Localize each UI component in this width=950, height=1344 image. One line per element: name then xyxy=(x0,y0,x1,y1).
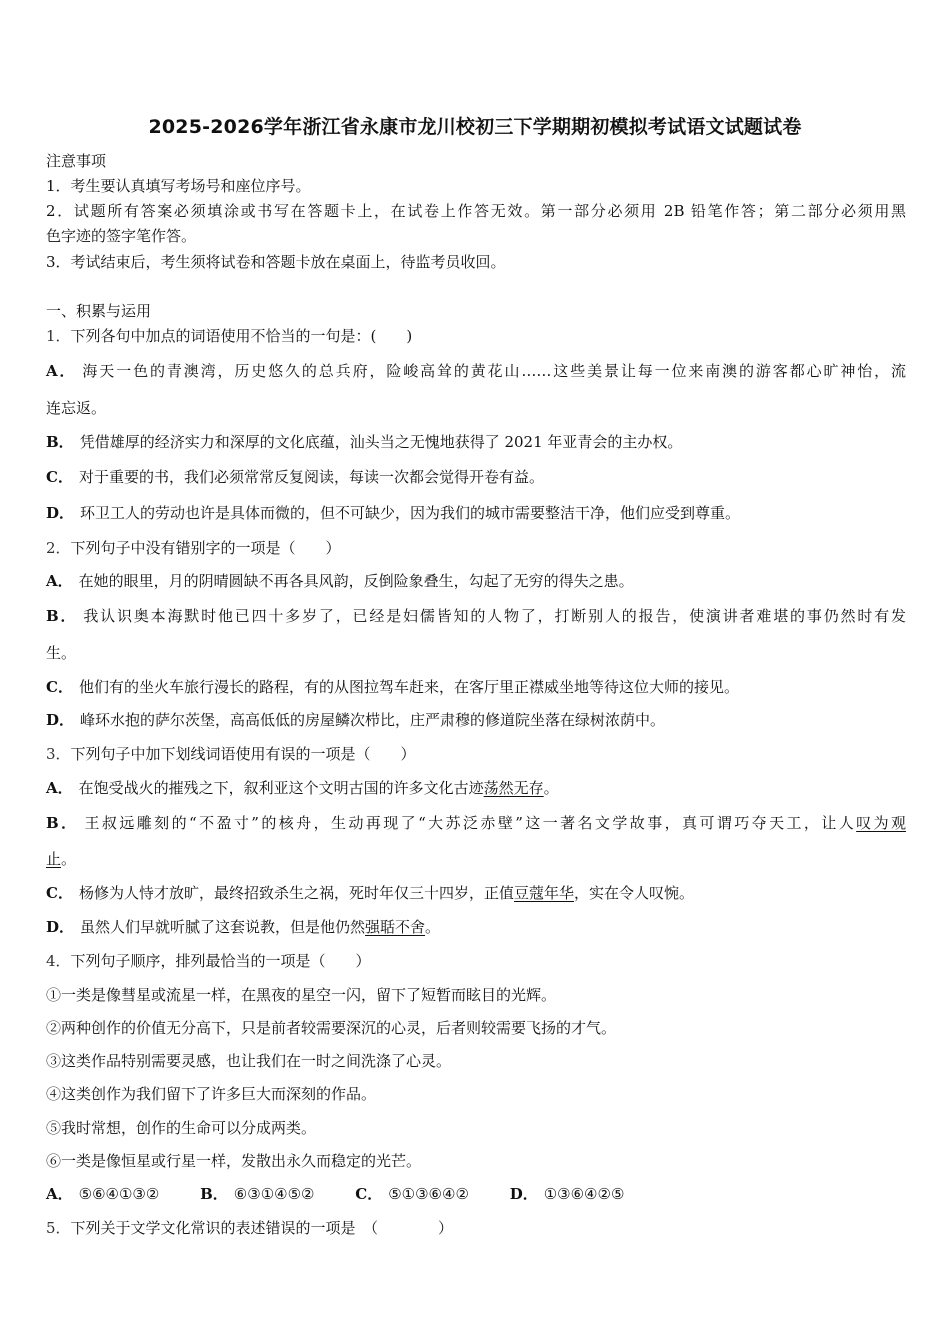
option-label: D． xyxy=(46,711,75,729)
option-text: 他们有的坐火车旅行漫长的路程，有的从图拉驾车赶来，在客厅里正襟威坐地等待这位大师的接见。 xyxy=(78,678,739,696)
option-label: A． xyxy=(46,779,73,797)
option-label: C． xyxy=(46,468,73,486)
option-label: D． xyxy=(46,504,75,522)
question-text: 下列句子中没有错别字的一项是（ ） xyxy=(70,539,341,557)
option-label: B． xyxy=(46,607,78,625)
option-text: ⑤①③⑥④② xyxy=(388,1185,469,1203)
option-text: 虽然人们早就听腻了这套说教，但是他仍然 xyxy=(80,918,366,936)
notice-heading: 注意事项 xyxy=(46,152,107,170)
q4-option-a xyxy=(46,1184,159,1204)
option-label: A． xyxy=(46,572,73,590)
option-label: B． xyxy=(46,433,74,451)
option-label: C． xyxy=(46,884,73,902)
option-text: ⑤⑥④①③② xyxy=(78,1185,160,1203)
question-3-stem xyxy=(46,744,416,764)
question-number: 4． xyxy=(46,952,71,970)
question-text: 下列句子顺序，排列最恰当的一项是（ ） xyxy=(70,952,371,970)
q1-option-a-cont: 连忘返。 xyxy=(46,399,107,417)
q2-option-d xyxy=(46,710,665,730)
option-text: 在饱受战火的摧残之下，叙利亚这个文明古国的许多文化古迹 xyxy=(78,779,484,797)
option-text-tail: 。 xyxy=(425,918,441,936)
q4-option-b xyxy=(200,1184,314,1204)
option-label: A． xyxy=(46,362,77,380)
notice-item-3: 3．考试结束后，考生须将试卷和答题卡放在桌面上，待监考员收回。 xyxy=(46,253,506,271)
question-number: 1． xyxy=(46,327,71,345)
option-label: D． xyxy=(46,918,75,936)
q2-option-a xyxy=(46,571,634,591)
q4-sentence-4: ④这类创作为我们留下了许多巨大而深刻的作品。 xyxy=(46,1085,377,1103)
option-text: 环卫工人的劳动也许是具体而微的，但不可缺少，因为我们的城市需要整洁干净，他们应受到尊重。 xyxy=(80,504,741,522)
underlined-phrase: 豆蔻年华 xyxy=(513,884,574,902)
question-text: 下列句子中加下划线词语使用有误的一项是（ ） xyxy=(70,745,416,763)
option-label: A． xyxy=(46,1185,73,1203)
q2-option-b-cont: 生。 xyxy=(46,644,77,662)
question-number: 2． xyxy=(46,539,71,557)
question-text: 下列关于文学文化常识的表述错误的一项是 （ ） xyxy=(70,1219,454,1237)
underlined-phrase: 荡然无存 xyxy=(483,779,544,797)
question-4-stem xyxy=(46,951,371,971)
question-5-stem xyxy=(46,1218,453,1238)
question-2-stem xyxy=(46,538,341,558)
q4-sentence-1: ①一类是像彗星或流星一样，在黑夜的星空一闪，留下了短暂而眩目的光辉。 xyxy=(46,986,557,1004)
option-label: D． xyxy=(509,1185,538,1203)
question-1-stem xyxy=(46,326,412,346)
underlined-phrase: 叹为观 xyxy=(856,814,906,832)
option-text: 对于重要的书，我们必须常常反复阅读，每读一次都会觉得开卷有益。 xyxy=(78,468,544,486)
q4-option-c xyxy=(355,1184,469,1204)
page-title: 2025-2026学年浙江省永康市龙川校初三下学期期初模拟考试语文试题试卷 xyxy=(148,116,802,138)
notice-item-1: 1．考生要认真填写考场号和座位序号。 xyxy=(46,177,311,195)
option-text: 峰环水抱的萨尔茨堡，高高低低的房屋鳞次栉比，庄严肃穆的修道院坐落在绿树浓荫中。 xyxy=(80,711,666,729)
q4-option-d xyxy=(510,1184,625,1204)
q3-option-b-cont xyxy=(46,849,76,869)
q4-sentence-5: ⑤我时常想，创作的生命可以分成两类。 xyxy=(46,1119,317,1137)
option-text-tail: ，实在令人叹惋。 xyxy=(573,884,694,902)
q1-option-b xyxy=(46,432,682,452)
q4-sentence-2: ②两种创作的价值无分高下，只是前者较需要深沉的心灵，后者则较需要飞扬的才气。 xyxy=(46,1019,617,1037)
q4-sentence-6: ⑥一类是像恒星或行星一样，发散出永久而稳定的光芒。 xyxy=(46,1152,422,1170)
option-text-tail: 。 xyxy=(543,779,559,797)
option-text: ⑥③①④⑤② xyxy=(233,1185,315,1203)
question-number: 3． xyxy=(46,745,71,763)
option-label: B． xyxy=(200,1185,228,1203)
q1-option-a xyxy=(46,361,906,381)
section-heading: 一、积累与运用 xyxy=(46,302,152,320)
question-text: 下列各句中加点的词语使用不恰当的一句是：( ) xyxy=(70,327,413,345)
option-text: ①③⑥④②⑤ xyxy=(543,1185,625,1203)
option-text: 海天一色的青澳湾，历史悠久的总兵府，险峻高耸的黄花山……这些美景让每一位来南澳的游客都心旷神怡，流 xyxy=(82,362,907,380)
option-text: 凭借雄厚的经济实力和深厚的文化底蕴，汕头当之无愧地获得了 2021 年亚青会的主办权。 xyxy=(79,433,683,451)
q3-option-c xyxy=(46,883,694,903)
question-number: 5． xyxy=(46,1219,71,1237)
option-text: 我认识奥本海默时他已四十多岁了，已经是妇儒皆知的人物了，打断别人的报告，使演讲者难堪的事仍然时有发 xyxy=(83,607,906,625)
notice-item-2-cont: 色字迹的签字笔作答。 xyxy=(46,227,197,245)
q3-option-b xyxy=(46,813,906,833)
option-label: B． xyxy=(46,814,79,832)
option-label: C． xyxy=(46,678,73,696)
q2-option-c xyxy=(46,677,739,697)
option-text-tail: 。 xyxy=(61,850,77,868)
q4-sentence-3: ③这类作品特别需要灵感，也让我们在一时之间洗涤了心灵。 xyxy=(46,1052,452,1070)
q2-option-b xyxy=(46,606,906,626)
underlined-phrase: 止 xyxy=(46,850,62,868)
q1-option-c xyxy=(46,467,544,487)
q3-option-d xyxy=(46,917,440,937)
option-text: 王叔远雕刻的“不盈寸”的核舟，生动再现了“大苏泛赤壁”这一著名文学故事，真可谓巧夺天工，让人 xyxy=(84,814,857,832)
notice-item-2: 2．试题所有答案必须填涂或书写在答题卡上，在试卷上作答无效。第一部分必须用 2B 铅笔作答；第二部分必须用黑 xyxy=(46,202,906,220)
option-text: 杨修为人恃才放旷，最终招致杀生之祸，死时年仅三十四岁，正值 xyxy=(78,884,514,902)
q3-option-a xyxy=(46,778,559,798)
underlined-phrase: 强聒不舍 xyxy=(365,918,426,936)
option-label: C． xyxy=(355,1185,383,1203)
q4-options-row xyxy=(46,1184,660,1204)
q1-option-d xyxy=(46,503,740,523)
option-text: 在她的眼里，月的阴晴圆缺不再各具风韵，反倒险象叠生，勾起了无穷的得失之患。 xyxy=(78,572,634,590)
